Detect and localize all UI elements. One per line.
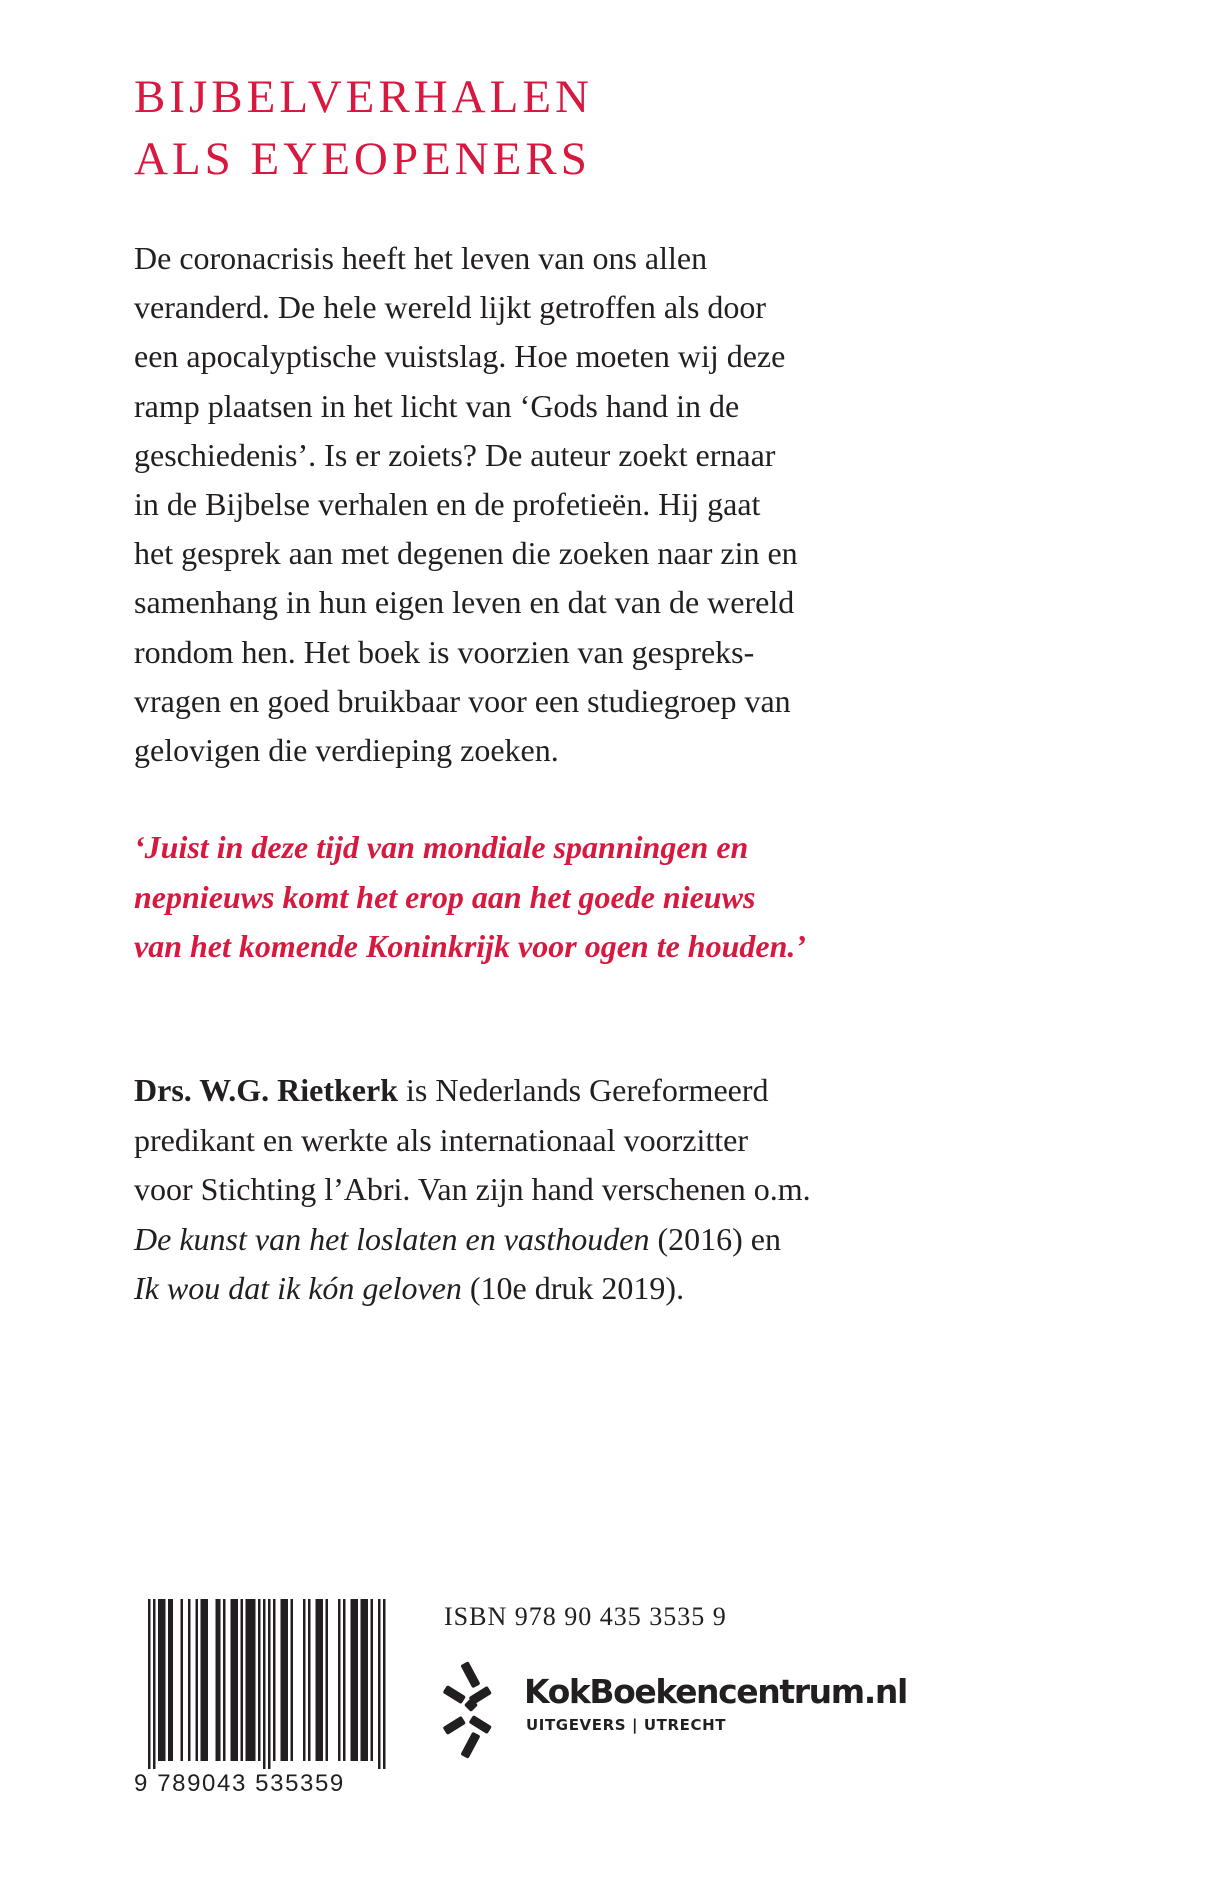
- barcode-bar: [231, 1599, 234, 1761]
- kok-boekencentrum-logo-icon: [440, 1660, 502, 1760]
- description-line: vragen en goed bruikbaar voor een studiegroep van: [134, 682, 791, 719]
- barcode-bars: [134, 1599, 398, 1769]
- author-bio-text: (10e druk 2019).: [461, 1270, 685, 1306]
- barcode-bar: [338, 1599, 341, 1761]
- barcode-bar: [161, 1599, 164, 1761]
- barcode-bar: [148, 1599, 151, 1769]
- pull-quote: [134, 823, 806, 972]
- quote-line: van het komende Koninkrijk voor ogen te houden.’: [134, 928, 807, 964]
- barcode-bar: [171, 1599, 174, 1761]
- barcode-bar: [168, 1599, 171, 1761]
- barcode-bar: [246, 1599, 249, 1761]
- barcode-bar: [303, 1599, 306, 1761]
- barcode-bar: [196, 1599, 199, 1761]
- barcode-bar: [281, 1599, 284, 1761]
- description-line: samenhang in hun eigen leven en dat van de wereld: [134, 584, 795, 621]
- barcode-bar: [361, 1599, 364, 1761]
- barcode-bar: [356, 1599, 359, 1761]
- barcode-bar: [286, 1599, 289, 1761]
- book-title-reference: Ik wou dat ik kón geloven: [134, 1270, 462, 1306]
- description-line: geschiedenis’. Is er zoiets? De auteur zoekt ernaar: [134, 436, 776, 473]
- barcode-bar: [216, 1599, 219, 1761]
- barcode-bar: [203, 1599, 206, 1761]
- author-bio-line: [134, 1215, 811, 1265]
- description-line: veranderd. De hele wereld lijkt getroffen als door: [134, 289, 767, 326]
- book-title-line-2: ALS EYEOPENERS: [134, 133, 591, 185]
- description-line: De coronacrisis heeft het leven van ons allen: [134, 240, 708, 276]
- publisher-tagline: UITGEVERS | UTRECHT: [526, 1716, 727, 1734]
- barcode-bar: [363, 1599, 366, 1761]
- barcode-bar: [383, 1599, 386, 1769]
- barcode-bar: [241, 1599, 244, 1761]
- author-bio-text: is Nederlands Gereformeerd: [398, 1072, 769, 1108]
- publisher-name: KokBoekencentrum.nl: [524, 1672, 907, 1711]
- author-bio-line: predikant en werkte als internationaal voorzitter: [134, 1121, 748, 1158]
- barcode-bar: [326, 1599, 329, 1761]
- barcode-bar: [201, 1599, 204, 1761]
- barcode-bar: [353, 1599, 356, 1761]
- barcode-bar: [223, 1599, 226, 1761]
- book-title-reference: De kunst van het loslaten en vasthouden: [134, 1220, 650, 1257]
- barcode-bar: [366, 1599, 369, 1761]
- barcode-bar: [258, 1599, 261, 1761]
- book-title: [134, 66, 593, 190]
- barcode-bar: [291, 1599, 294, 1761]
- barcode-bar: [283, 1599, 286, 1761]
- barcode-bar: [158, 1599, 161, 1761]
- barcode-bar: [273, 1599, 276, 1761]
- book-title-line-1: BIJBELVERHALEN: [134, 71, 593, 123]
- barcode-bar: [206, 1599, 209, 1761]
- barcode-bar: [163, 1599, 166, 1761]
- barcode-bar: [153, 1599, 156, 1769]
- barcode-bar: [318, 1599, 321, 1761]
- barcode-bar: [343, 1599, 346, 1761]
- barcode-bar: [181, 1599, 184, 1761]
- barcode-bar: [251, 1599, 254, 1761]
- publisher-logo: [440, 1660, 907, 1760]
- barcode-bar: [233, 1599, 236, 1761]
- quote-line: ‘Juist in deze tijd van mondiale spanningen en: [134, 829, 749, 865]
- author-bio: [134, 1066, 811, 1314]
- isbn-number: ISBN 978 90 435 3535 9: [444, 1602, 727, 1631]
- author-bio-text: (2016) en: [649, 1220, 781, 1257]
- barcode-digits: 9 789043 535359: [134, 1770, 345, 1797]
- author-bio-line: [134, 1264, 811, 1314]
- barcode-bar: [321, 1599, 324, 1761]
- barcode-bar: [351, 1599, 354, 1761]
- author-name: Drs. W.G. Rietkerk: [134, 1072, 398, 1108]
- barcode-bar: [371, 1599, 374, 1761]
- barcode-bar: [268, 1599, 271, 1769]
- description-line: het gesprek aan met degenen die zoeken naar zin en: [134, 535, 798, 572]
- description-line: een apocalyptische vuistslag. Hoe moeten wij deze: [134, 338, 786, 375]
- author-bio-line: voor Stichting l’Abri. Van zijn hand verschenen o.m.: [134, 1171, 811, 1207]
- description-line: rondom hen. Het boek is voorzien van gespreks-: [134, 633, 755, 670]
- barcode-bar: [308, 1599, 311, 1761]
- description-line: gelovigen die verdieping zoeken.: [134, 732, 559, 769]
- barcode-bar: [253, 1599, 256, 1761]
- description-line: ramp plaatsen in het licht van ‘Gods hand in de: [134, 387, 740, 424]
- description-line: in de Bijbelse verhalen en de profetieën. Hij gaat: [134, 486, 761, 523]
- barcode-bar: [188, 1599, 191, 1761]
- barcode-bar: [248, 1599, 251, 1761]
- book-description: [134, 234, 798, 775]
- barcode-bar: [316, 1599, 319, 1761]
- quote-line: nepnieuws komt het erop aan het goede nieuws: [134, 878, 756, 915]
- barcode-bar: [236, 1599, 239, 1761]
- barcode-bar: [218, 1599, 221, 1761]
- author-bio-line: [134, 1066, 811, 1116]
- barcode-bar: [378, 1599, 381, 1769]
- barcode-bar: [263, 1599, 266, 1769]
